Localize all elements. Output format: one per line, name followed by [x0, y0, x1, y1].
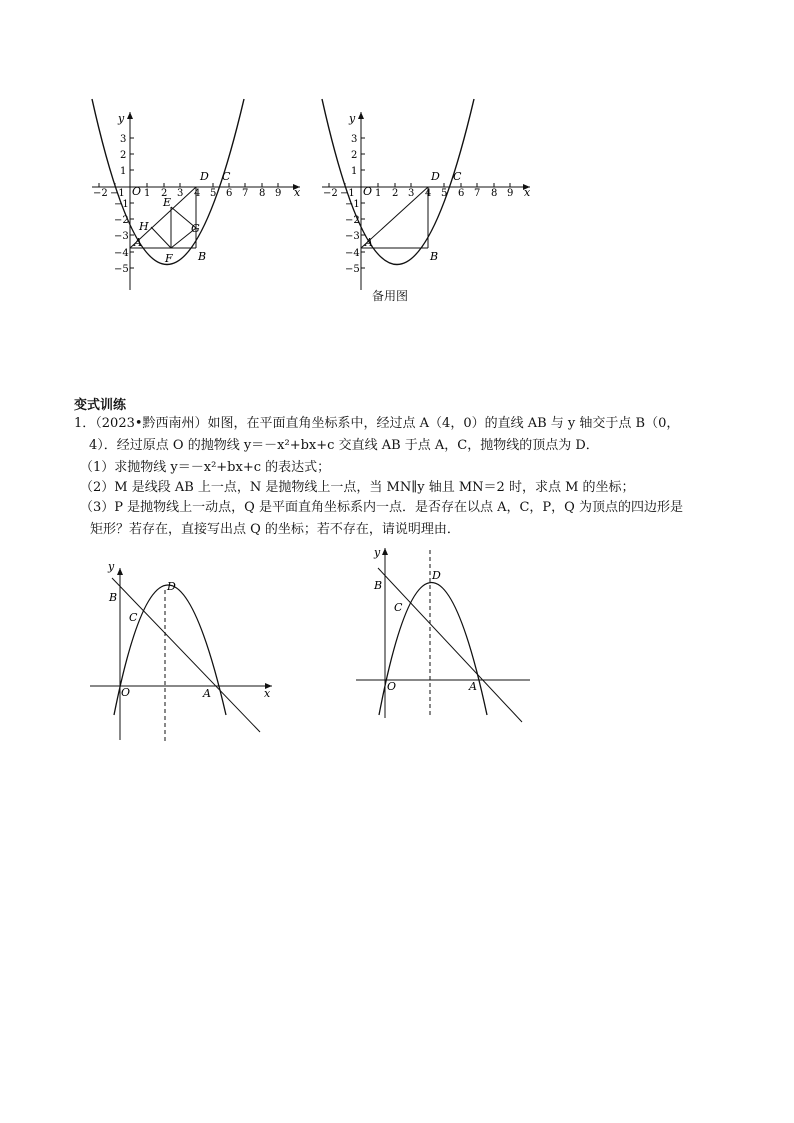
point-d-label: D: [200, 170, 209, 183]
x-tick: 2: [392, 188, 399, 199]
y-tick: 3: [120, 134, 127, 145]
x-tick: 3: [177, 188, 184, 199]
point-a-label: A: [469, 680, 477, 693]
x-tick: 2: [161, 188, 168, 199]
x-tick: 9: [275, 188, 282, 199]
y-tick: −4: [345, 248, 360, 259]
y-arrow: [358, 112, 364, 119]
y-tick: −3: [345, 231, 360, 242]
figure-1: [88, 96, 313, 296]
point-b-label: B: [198, 250, 207, 263]
section-title: 变式训练: [74, 398, 127, 413]
x-tick: −2: [323, 188, 338, 199]
y-arrow: [117, 568, 123, 575]
figure-4: [352, 543, 534, 723]
y-axis-label: y: [118, 112, 125, 125]
figure-2-caption: 备用图: [372, 289, 409, 303]
y-arrow: [382, 548, 388, 555]
y-tick: −1: [345, 199, 360, 210]
x-tick: 1: [144, 188, 151, 199]
problem-line-4: （2）M 是线段 AB 上一点，N 是抛物线上一点，当 MN∥y 轴且 MN＝2 时，求点 M 的坐标；: [80, 480, 635, 495]
point-b-label: B: [430, 250, 439, 263]
problem-line-2: 4）．经过原点 O 的抛物线 y＝－x²+bx+c 交直线 AB 于点 A，C，抛物线的顶点为 D．: [89, 438, 599, 453]
y-tick: 2: [351, 150, 358, 161]
origin-label: O: [132, 185, 142, 198]
y-tick: −3: [114, 231, 129, 242]
x-axis-label: x: [294, 186, 301, 199]
point-o-label: O: [387, 680, 397, 693]
point-c-label: C: [453, 170, 462, 183]
x-tick: 1: [375, 188, 382, 199]
x-tick: −1: [110, 188, 125, 199]
origin-label: O: [363, 185, 373, 198]
problem-line-5: （3）P 是抛物线上一动点，Q 是平面直角坐标系内一点．是否存在以点 A，C，P，Q 为顶点的四边形是: [80, 500, 683, 515]
x-tick: 4: [425, 188, 432, 199]
x-axis-label: x: [264, 687, 271, 700]
x-tick: 5: [441, 188, 448, 199]
point-a-label: A: [203, 687, 211, 700]
x-tick: 5: [210, 188, 217, 199]
y-axis-label: y: [108, 560, 115, 573]
point-b-label: B: [374, 579, 383, 592]
x-tick: 8: [491, 188, 498, 199]
y-tick: −4: [114, 248, 129, 259]
problem-line-3: （1）求抛物线 y＝－x²+bx+c 的表达式；: [80, 460, 331, 475]
point-f-label: F: [165, 252, 173, 265]
point-h-label: H: [139, 220, 149, 233]
y-tick: −2: [114, 215, 129, 226]
x-tick: 7: [474, 188, 481, 199]
y-tick: −1: [114, 199, 129, 210]
point-a-label: A: [134, 236, 142, 249]
x-axis-label: x: [524, 186, 531, 199]
x-tick: −1: [340, 188, 355, 199]
point-a-label: A: [365, 236, 373, 249]
y-tick: 1: [351, 166, 358, 177]
x-tick: 9: [507, 188, 514, 199]
y-tick: 3: [351, 134, 358, 145]
line-ab: [112, 578, 260, 732]
y-axis-label: y: [349, 112, 356, 125]
x-tick: 6: [226, 188, 233, 199]
point-d-label: D: [167, 580, 176, 593]
point-c-label: C: [394, 601, 403, 614]
figure-2: [318, 96, 543, 296]
problem-line-1: 1．（2023•黔西南州）如图，在平面直角坐标系中，经过点 A（4，0）的直线 AB 与 y 轴交于点 B（0，: [74, 416, 680, 431]
segment-hf: [151, 227, 171, 248]
x-tick: −2: [93, 188, 108, 199]
x-tick: 7: [242, 188, 249, 199]
y-tick: −2: [345, 215, 360, 226]
x-tick: 6: [458, 188, 465, 199]
point-c-label: C: [222, 170, 231, 183]
y-tick: 1: [120, 166, 127, 177]
point-g-label: G: [191, 222, 200, 235]
y-axis-label: y: [374, 546, 381, 559]
figure-3: [86, 555, 278, 745]
problem-line-6: 矩形？若存在，直接写出点 Q 的坐标；若不存在，请说明理由．: [90, 522, 460, 537]
point-d-label: D: [431, 170, 440, 183]
x-tick: 3: [408, 188, 415, 199]
y-arrow: [127, 112, 133, 119]
point-b-label: B: [109, 591, 118, 604]
point-c-label: C: [129, 611, 138, 624]
x-tick: 4: [194, 188, 201, 199]
point-o-label: O: [121, 686, 131, 699]
y-tick: −5: [114, 264, 129, 275]
x-tick: 8: [259, 188, 266, 199]
point-e-label: E: [163, 196, 172, 209]
line-ab: [378, 568, 522, 722]
y-tick: −5: [345, 264, 360, 275]
y-tick: 2: [120, 150, 127, 161]
point-d-label: D: [432, 569, 441, 582]
